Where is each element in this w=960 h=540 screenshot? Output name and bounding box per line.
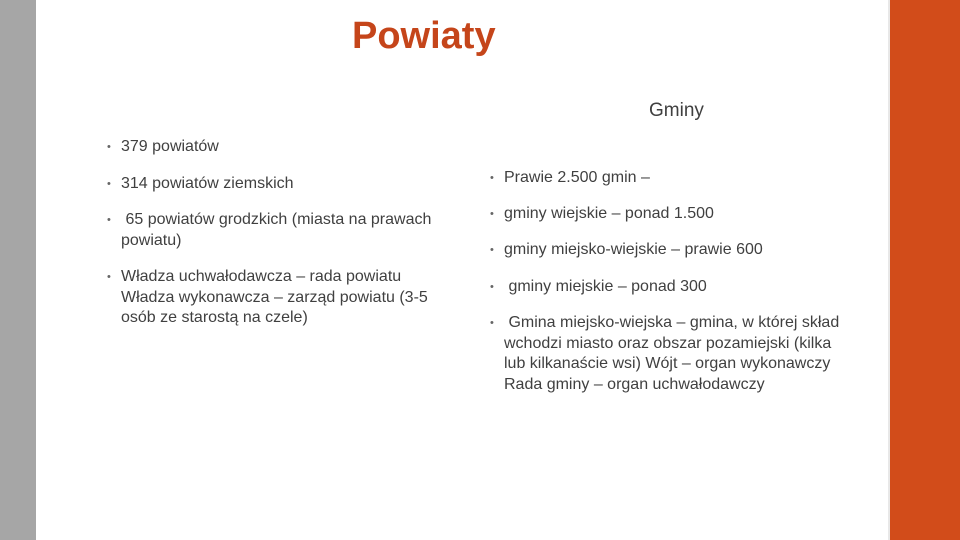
list-item-text: 314 powiatów ziemskich <box>121 175 294 192</box>
list-item <box>490 313 844 395</box>
list-item-text: gminy wiejskie – ponad 1.500 <box>504 205 714 222</box>
list-item <box>490 240 884 261</box>
slide-subtitle: Gminy <box>649 100 704 121</box>
bullet-icon: • <box>107 214 111 226</box>
bullet-icon: • <box>490 172 494 184</box>
left-decorative-bar <box>0 0 36 540</box>
list-item <box>107 267 451 329</box>
list-item-text: Gmina miejsko-wiejska – gmina, w której skład wchodzi miasto oraz obszar pozamiejski (kilka lub kilkanaście wsi) Wójt – organ wykonawczy Rada gminy – organ uchwałodawczy <box>504 314 844 393</box>
list-item-text: 379 powiatów <box>121 138 219 155</box>
list-item <box>107 210 461 251</box>
bullet-icon: • <box>107 178 111 190</box>
list-item-text: 65 powiatów grodzkich (miasta na prawach powiatu) <box>121 211 436 249</box>
list-item-text: gminy miejskie – ponad 300 <box>504 278 707 295</box>
slide-title: Powiaty <box>352 15 496 57</box>
list-item <box>107 137 461 158</box>
bullet-icon: • <box>490 317 494 329</box>
bullet-icon: • <box>490 281 494 293</box>
bullet-icon: • <box>490 244 494 256</box>
list-item-text: Władza uchwałodawcza – rada powiatu Władza wykonawcza – zarząd powiatu (3-5 osób ze starostą na czele) <box>121 268 428 326</box>
bullet-icon: • <box>107 271 111 283</box>
list-item <box>107 174 461 195</box>
list-item-text: gminy miejsko-wiejskie – prawie 600 <box>504 241 763 258</box>
right-accent-bar <box>890 0 960 540</box>
list-item-text: Prawie 2.500 gmin – <box>504 169 650 186</box>
bullet-icon: • <box>490 208 494 220</box>
list-item <box>490 277 844 298</box>
bullet-icon: • <box>107 141 111 153</box>
list-item <box>490 168 844 189</box>
list-item <box>490 204 844 225</box>
